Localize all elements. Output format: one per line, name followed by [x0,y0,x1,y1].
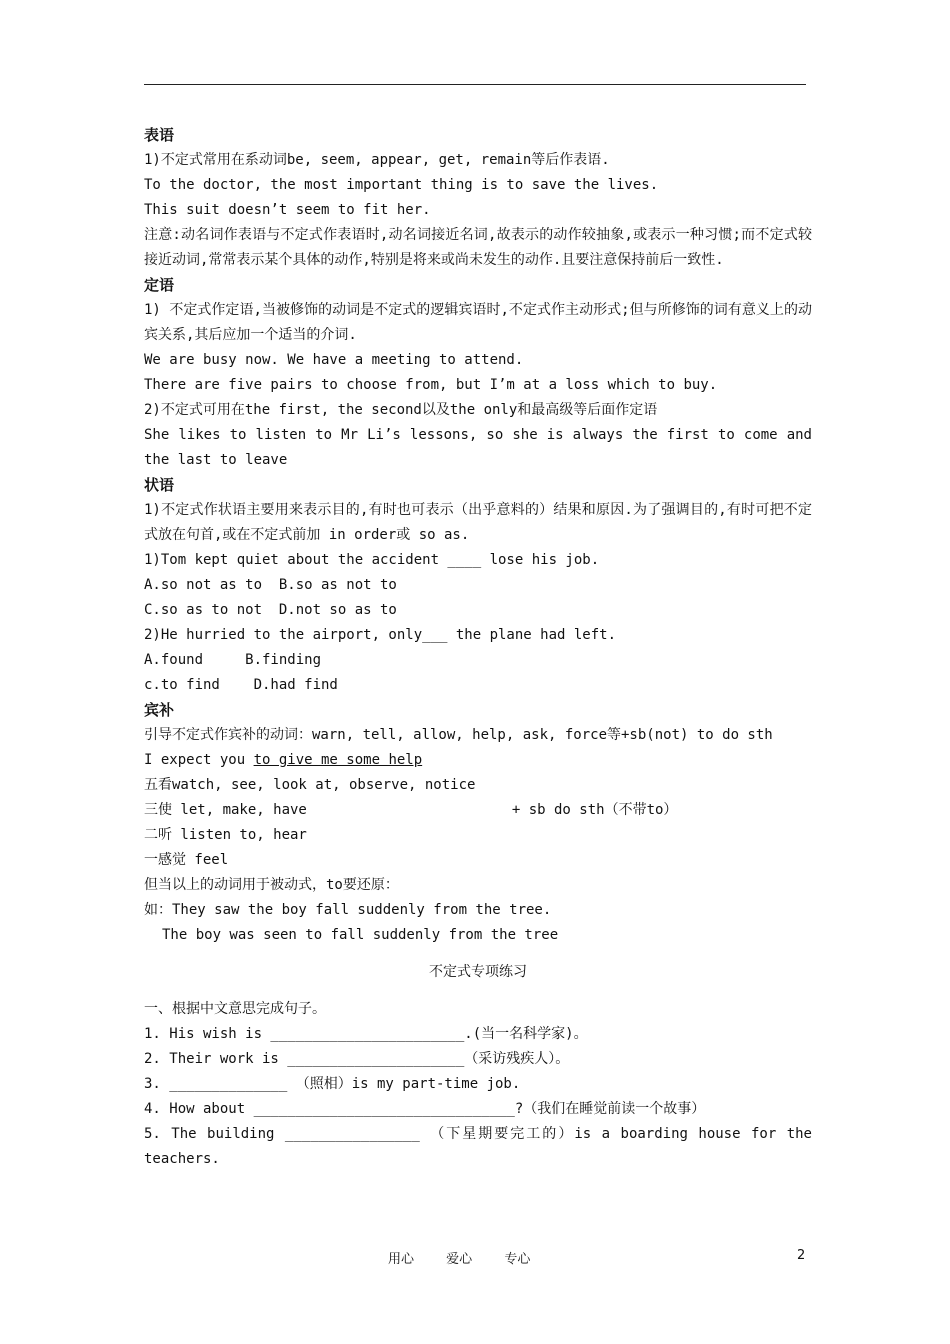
text-line: 二听 listen to, hear [144,827,307,843]
note-paragraph: 注意:动名词作表语与不定式作表语时,动名词接近名词,故表示的动作较抽象,或表示一种习惯;而不定式较接近动词,常常表示某个具体的动作,特别是将来或尚未发生的动作.且要注意保持前后一致性. [144,227,812,268]
section-heading-attributive: 定语 [144,276,175,294]
exercise-item: 3. ______________ （照相）is my part-time job. [144,1076,521,1092]
text-line: 2)不定式可用在the first, the second以及the only和最高级等后面作定语 [144,402,658,418]
question-options: C.so as to not D.not so as to [144,602,397,618]
example-sentence: She likes to listen to Mr Li’s lessons, so she is always the first to come and the last to leave [144,427,812,468]
text-line: 五看watch, see, look at, observe, notice [144,777,476,793]
section-heading-adverbial: 状语 [144,476,175,494]
exercise-title: 不定式专项练习 [429,964,527,980]
example-sentence [144,748,812,773]
text-line: 引导不定式作宾补的动词：warn, tell, allow, help, ask, force等+sb(not) to do sth [144,727,773,743]
text-line: 一感觉 feel [144,852,229,868]
question: 2)He hurried to the airport, only___ the plane had left. [144,627,617,643]
text-paragraph: 1) 不定式作定语,当被修饰的动词是不定式的逻辑宾语时,不定式作主动形式;但与所修饰的词有意义上的动宾关系,其后应加一个适当的介词. [144,302,812,343]
text-line: 1)不定式常用在系动词be, seem, appear, get, remain等后作表语. [144,152,610,168]
exercise-item: 2. Their work is _____________________（采访残疾人）。 [144,1051,570,1067]
exercise-item: 4. How about _______________________________?（我们在睡觉前读一个故事） [144,1101,706,1117]
example-sentence: There are five pairs to choose from, but I’m at a loss which to buy. [144,377,718,393]
example-prefix: I expect you [144,752,254,768]
verb-group: 三使 let, make, have [144,802,307,818]
section-heading-predicative: 表语 [144,126,175,144]
question: 1)Tom kept quiet about the accident ____ lose his job. [144,552,600,568]
section-heading-complement: 宾补 [144,701,175,719]
example-sentence: This suit doesn’t seem to fit her. [144,202,431,218]
question-options: c.to find D.had find [144,677,338,693]
example-sentence: The boy was seen to fall suddenly from the tree [162,927,559,943]
footer-slogan [388,1248,558,1267]
question-options: A.found B.finding [144,652,322,668]
text-line [144,798,812,823]
example-sentence: We are busy now. We have a meeting to attend. [144,352,524,368]
example-sentence: To the doctor, the most important thing is to save the lives. [144,177,659,193]
exercise-item: 1. His wish is _______________________.(当一名科学家)。 [144,1026,588,1042]
footer-slogan-word: 专心 [504,1252,531,1267]
header-rule [144,84,806,85]
text-paragraph: 1)不定式作状语主要用来表示目的,有时也可表示（出乎意料的）结果和原因.为了强调目的,有时可把不定式放在句首,或在不定式前加 in order或 so as. [144,502,812,543]
text-line: 但当以上的动词用于被动式，to要还原： [144,877,399,893]
underlined-phrase: to give me some help [253,752,423,768]
example-sentence: 如：They saw the boy fall suddenly from the tree. [144,902,552,918]
footer-slogan-word: 用心 [388,1252,415,1267]
exercise-instruction: 一、根据中文意思完成句子。 [144,1001,326,1017]
verb-pattern: + sb do sth（不带to） [511,802,678,818]
footer-slogan-word: 爱心 [446,1252,473,1267]
question-options: A.so not as to B.so as not to [144,577,397,593]
page-number: 2 [797,1248,806,1263]
exercise-item: 5. The building ________________ （下星期要完工的）is a boarding house for the teachers. [144,1126,812,1167]
document-body [144,123,812,1172]
